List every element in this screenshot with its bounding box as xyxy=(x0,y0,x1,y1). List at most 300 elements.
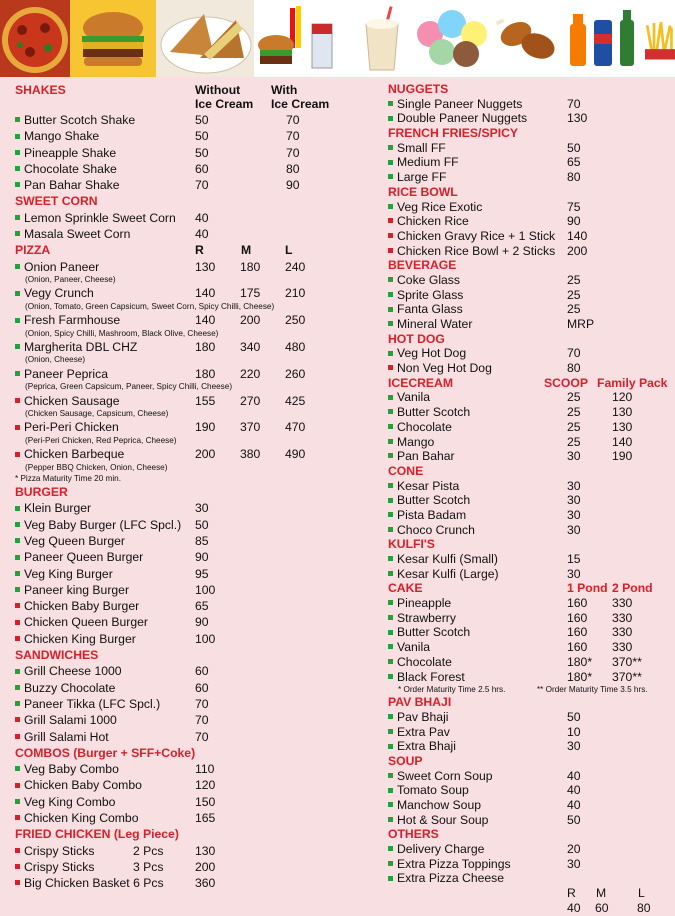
menu-item xyxy=(388,655,670,670)
price: 180 xyxy=(195,366,216,381)
item-label: Paneer Tikka (LFC Spcl.) xyxy=(24,696,161,711)
non-veg-marker-icon xyxy=(15,815,20,820)
menu-item xyxy=(388,842,670,857)
menu-item xyxy=(388,361,670,376)
column-header: Without xyxy=(195,83,241,97)
item-label: Onion Paneer xyxy=(24,259,100,274)
menu-item-name xyxy=(388,769,493,784)
price: 90 xyxy=(567,214,581,229)
price: 50 xyxy=(195,517,209,532)
veg-marker-icon xyxy=(388,802,393,807)
menu-item xyxy=(15,366,360,382)
item-ingredients: (Onion, Spicy Chilli, Mashroom, Black Olive, Cheese) xyxy=(25,328,219,338)
veg-marker-icon xyxy=(15,134,20,139)
menu-item-name xyxy=(388,317,472,332)
menu-item-name xyxy=(15,712,117,728)
section-title: FRIED CHICKEN (Leg Piece) xyxy=(15,827,179,842)
item-label: Extra Bhaji xyxy=(397,739,456,754)
menu-item xyxy=(15,843,360,859)
item-label: Chicken Baby Burger xyxy=(24,599,140,614)
veg-marker-icon xyxy=(388,321,393,326)
veg-marker-icon xyxy=(388,788,393,793)
item-label: Fanta Glass xyxy=(397,302,463,317)
item-label: Chicken Sausage xyxy=(24,393,120,408)
non-veg-marker-icon xyxy=(15,734,20,739)
veg-marker-icon xyxy=(388,145,393,150)
item-label: Veg Hot Dog xyxy=(397,346,467,361)
menu-item-name xyxy=(388,302,463,317)
item-label: Big Chicken Basket 6 Pcs xyxy=(24,876,164,891)
item-ingredients: (Peri-Peri Chicken, Red Peprica, Cheese) xyxy=(25,435,177,445)
pizza-section-header xyxy=(15,242,360,258)
price: 140 xyxy=(195,286,216,301)
veg-marker-icon xyxy=(388,527,393,532)
price: MRP xyxy=(567,317,595,331)
menu-item-name xyxy=(388,798,481,813)
menu-item-name xyxy=(388,552,498,567)
sandwiches-list xyxy=(15,663,360,744)
menu-item-name xyxy=(15,777,142,793)
menu-item xyxy=(388,449,670,464)
non-veg-marker-icon xyxy=(388,365,393,370)
price: 130 xyxy=(567,111,588,126)
shake-image xyxy=(352,0,412,77)
menu-item-name xyxy=(388,611,456,626)
price: 60 xyxy=(195,161,209,176)
menu-item xyxy=(388,420,670,435)
item-label: Vanila xyxy=(397,390,430,405)
item-label: Chicken King Burger xyxy=(24,631,136,646)
cake-note-2: ** Order Maturity Time 3.5 hrs. xyxy=(537,685,648,695)
menu-item xyxy=(15,500,360,516)
sweetcorn-section-header xyxy=(15,193,360,209)
column-header: Ice Cream xyxy=(195,97,254,111)
combo-meal-image xyxy=(254,0,352,77)
size-label: M xyxy=(596,886,607,901)
menu-item-name xyxy=(15,598,139,614)
price: 80 xyxy=(637,900,651,915)
price: 65 xyxy=(567,155,581,170)
veg-marker-icon xyxy=(15,701,20,706)
kulfi-list xyxy=(388,552,670,581)
menu-item xyxy=(388,567,670,582)
hotdog-section-header xyxy=(388,332,670,347)
price: 40 xyxy=(195,210,209,225)
menu-item xyxy=(15,777,360,793)
menu-item-name xyxy=(15,582,129,598)
menu-item-name xyxy=(15,566,113,582)
item-label: Choco Crunch xyxy=(397,522,475,537)
menu-item xyxy=(15,312,360,328)
menu-item xyxy=(15,161,360,177)
price: 70 xyxy=(286,113,300,127)
non-veg-marker-icon xyxy=(15,717,20,722)
price: 25 xyxy=(567,302,581,317)
menu-item-name xyxy=(15,393,120,409)
menu-item xyxy=(388,302,670,317)
menu-item xyxy=(15,582,360,598)
non-veg-marker-icon xyxy=(15,783,20,788)
veg-marker-icon xyxy=(388,351,393,356)
item-label: Butter Scotch xyxy=(397,625,471,640)
menu-item-name xyxy=(15,128,99,144)
menu-item-name xyxy=(388,141,446,156)
extra-cheese-prices xyxy=(388,901,670,916)
menu-item-name xyxy=(15,210,176,226)
menu-item xyxy=(388,813,670,828)
section-title: NUGGETS xyxy=(388,82,449,96)
menu-item-name xyxy=(388,435,434,450)
price: 60 xyxy=(195,680,209,695)
price: 370** xyxy=(612,654,642,669)
menu-item xyxy=(15,177,360,193)
menu-item xyxy=(15,393,360,409)
price: 90 xyxy=(195,550,209,565)
veg-marker-icon xyxy=(388,101,393,106)
item-label: Grill Cheese 1000 xyxy=(24,664,122,679)
item-label: Large FF xyxy=(397,170,447,185)
veg-marker-icon xyxy=(388,615,393,620)
item-label: Crispy Sticks xyxy=(24,843,95,858)
friedchicken-section-header xyxy=(15,826,360,842)
menu-item-name xyxy=(388,508,466,523)
item-label: Grill Salami 1000 xyxy=(24,713,117,728)
column-header: 2 Pond xyxy=(612,581,653,596)
veg-marker-icon xyxy=(388,674,393,679)
menu-item-name xyxy=(15,259,99,275)
pavbhaji-list xyxy=(388,710,670,754)
veg-marker-icon xyxy=(15,117,20,122)
price: 425 xyxy=(285,393,306,408)
veg-marker-icon xyxy=(388,729,393,734)
kulfi-section-header xyxy=(388,537,670,552)
price: 140 xyxy=(195,313,216,328)
price: 190 xyxy=(612,449,633,464)
price: 140 xyxy=(612,434,633,449)
pizza-image xyxy=(0,0,70,77)
price: 200 xyxy=(195,859,216,874)
size-label: L xyxy=(638,886,645,901)
cake-list xyxy=(388,596,670,684)
item-label: Veg King Combo xyxy=(24,794,116,809)
item-label: Chocolate xyxy=(397,419,452,434)
veg-marker-icon xyxy=(388,600,393,605)
item-label: Chocolate Shake xyxy=(24,161,117,176)
menu-item-name xyxy=(388,783,469,798)
piece-count: 3 Pcs xyxy=(133,859,164,874)
menu-item xyxy=(388,97,670,112)
price: 370 xyxy=(240,420,261,435)
price: 60 xyxy=(195,664,209,679)
menu-item xyxy=(15,794,360,810)
section-title: PAV BHAJI xyxy=(388,695,452,710)
item-label: Chicken Rice Bowl + 2 Sticks xyxy=(397,243,556,258)
price: 220 xyxy=(240,366,261,381)
price: 250 xyxy=(285,313,306,328)
menu-item xyxy=(15,210,360,226)
item-label: Crispy Sticks xyxy=(24,859,95,874)
item-ingredients: (Onion, Cheese) xyxy=(25,355,86,365)
sweetcorn-list xyxy=(15,210,360,243)
section-title: OTHERS xyxy=(388,827,439,842)
cake-notes xyxy=(388,684,670,695)
item-ingredients: (Onion, Tomato, Green Capsicum, Sweet Corn, Spicy Chilli, Cheese) xyxy=(25,301,275,311)
veg-marker-icon xyxy=(388,714,393,719)
price: 80 xyxy=(567,361,581,376)
veg-marker-icon xyxy=(15,264,20,269)
veg-marker-icon xyxy=(388,556,393,561)
price: 70 xyxy=(286,145,300,160)
column-header: M xyxy=(241,243,252,258)
combos-list xyxy=(15,761,360,826)
menu-item xyxy=(388,508,670,523)
price: 25 xyxy=(567,405,581,420)
section-title: COMBOS (Burger + SFF+Coke) xyxy=(15,745,196,760)
shakes-section-header xyxy=(15,82,360,112)
burger-image xyxy=(70,0,156,77)
non-veg-marker-icon xyxy=(15,398,20,403)
price: 240 xyxy=(285,259,306,274)
item-label: Paneer Queen Burger xyxy=(24,550,144,565)
veg-marker-icon xyxy=(388,160,393,165)
veg-marker-icon xyxy=(388,512,393,517)
item-label: Chicken Baby Combo xyxy=(24,778,142,793)
column-header: Ice Cream xyxy=(271,97,330,111)
veg-marker-icon xyxy=(388,395,393,400)
beverage-list xyxy=(388,273,670,332)
veg-marker-icon xyxy=(388,277,393,282)
section-title: FRENCH FRIES/SPICY xyxy=(388,126,519,141)
column-header: 1 Pond xyxy=(567,581,608,596)
item-label: Chicken Gravy Rice + 1 Stick xyxy=(397,228,556,243)
price: 370** xyxy=(612,669,642,684)
price: 30 xyxy=(567,478,581,493)
menu-item-name xyxy=(15,145,116,161)
menu-item xyxy=(388,435,670,450)
soup-section-header xyxy=(388,754,670,769)
price: 40 xyxy=(567,900,581,915)
price: 10 xyxy=(567,724,581,739)
menu-item-name xyxy=(15,285,94,301)
veg-marker-icon xyxy=(15,291,20,296)
non-veg-marker-icon xyxy=(15,603,20,608)
item-label: Pan Bahar Shake xyxy=(24,178,120,193)
item-label: Buzzy Chocolate xyxy=(24,680,116,695)
menu-item-name xyxy=(15,533,125,549)
veg-marker-icon xyxy=(388,409,393,414)
veg-marker-icon xyxy=(15,231,20,236)
item-label: Pav Bhaji xyxy=(397,709,449,724)
menu-item xyxy=(388,725,670,740)
fries-list xyxy=(388,141,670,185)
veg-marker-icon xyxy=(15,538,20,543)
veg-marker-icon xyxy=(15,669,20,674)
column-header: Family Pack xyxy=(597,375,668,390)
menu-item-name xyxy=(388,567,499,582)
price: 360 xyxy=(195,876,216,891)
non-veg-marker-icon xyxy=(388,248,393,253)
item-label: Sweet Corn Soup xyxy=(397,768,493,783)
price: 60 xyxy=(595,900,609,915)
menu-item-name xyxy=(388,523,475,538)
menu-item-name xyxy=(388,244,555,259)
veg-marker-icon xyxy=(388,292,393,297)
section-title: RICE BOWL xyxy=(388,184,458,199)
item-label: Pineapple xyxy=(397,596,452,611)
menu-item-name xyxy=(15,446,124,462)
ricebowl-list xyxy=(388,200,670,259)
friedchicken-list xyxy=(15,843,360,892)
nuggets-list xyxy=(388,97,670,126)
item-label: Vegy Crunch xyxy=(24,286,94,301)
veg-marker-icon xyxy=(15,766,20,771)
veg-marker-icon xyxy=(15,215,20,220)
price: 330 xyxy=(612,640,633,655)
menu-item-name xyxy=(388,420,452,435)
menu-item-name xyxy=(388,273,460,288)
price: 340 xyxy=(240,340,261,355)
menu-item-name xyxy=(388,170,446,185)
menu-item xyxy=(15,761,360,777)
price: 160 xyxy=(567,610,588,625)
section-title: CAKE xyxy=(388,581,423,596)
item-label: Pan Bahar xyxy=(397,449,455,464)
menu-item xyxy=(388,523,670,538)
menu-item-name xyxy=(388,640,430,655)
price: 50 xyxy=(567,709,581,724)
menu-item xyxy=(388,141,670,156)
item-label: Extra Pav xyxy=(397,724,450,739)
veg-marker-icon xyxy=(388,876,393,881)
menu-item-name xyxy=(15,794,115,810)
menu-item-name xyxy=(15,366,108,382)
veg-marker-icon xyxy=(15,150,20,155)
price: 25 xyxy=(567,272,581,287)
item-label: Chicken Queen Burger xyxy=(24,615,148,630)
price: 110 xyxy=(195,762,215,777)
item-label: Strawberry xyxy=(397,610,456,625)
french-fries-image xyxy=(645,0,675,77)
veg-marker-icon xyxy=(388,204,393,209)
price: 70 xyxy=(195,178,209,193)
price: 30 xyxy=(567,856,581,871)
shakes-list xyxy=(15,112,360,193)
price: 200 xyxy=(240,313,261,328)
price: 50 xyxy=(195,145,209,160)
menu-item xyxy=(15,712,360,728)
price: 155 xyxy=(195,393,216,408)
section-title: CONE xyxy=(388,463,424,478)
menu-item xyxy=(15,285,360,301)
non-veg-marker-icon xyxy=(15,636,20,641)
section-title: SANDWICHES xyxy=(15,648,99,663)
menu-item xyxy=(388,739,670,754)
veg-marker-icon xyxy=(15,182,20,187)
menu-item xyxy=(388,857,670,872)
non-veg-marker-icon xyxy=(388,233,393,238)
price: 100 xyxy=(195,582,216,597)
menu-item-name xyxy=(388,857,511,872)
price: 25 xyxy=(567,434,581,449)
veg-marker-icon xyxy=(388,174,393,179)
price: 130 xyxy=(195,843,216,858)
item-label: Double Paneer Nuggets xyxy=(397,111,528,126)
menu-item xyxy=(15,517,360,533)
item-label: Veg King Burger xyxy=(24,566,113,581)
price: 30 xyxy=(567,507,581,522)
price: 70 xyxy=(195,696,209,711)
menu-item-name xyxy=(388,670,465,685)
item-ingredients: (Chicken Sausage, Capsicum, Cheese) xyxy=(25,408,169,418)
veg-marker-icon xyxy=(15,166,20,171)
item-label: Kesar Kulfi (Large) xyxy=(397,566,499,581)
menu-item-name xyxy=(15,177,120,193)
column-header: With xyxy=(271,83,298,97)
price: 50 xyxy=(195,113,209,127)
item-label: Veg Rice Exotic xyxy=(397,199,483,214)
menu-item-name xyxy=(15,161,117,177)
menu-item-name xyxy=(388,346,466,361)
menu-item-name xyxy=(388,625,470,640)
section-title: HOT DOG xyxy=(388,331,445,346)
menu-item xyxy=(15,729,360,745)
non-veg-marker-icon xyxy=(15,864,20,869)
veg-marker-icon xyxy=(15,799,20,804)
menu-item xyxy=(388,273,670,288)
price: 80 xyxy=(567,170,581,185)
cone-section-header xyxy=(388,464,670,479)
item-label: Kesar Kulfi (Small) xyxy=(397,552,498,566)
menu-item-name xyxy=(388,155,459,170)
price: 70 xyxy=(567,96,581,111)
menu-item xyxy=(388,244,670,259)
non-veg-marker-icon xyxy=(15,880,20,885)
menu-item xyxy=(15,145,360,161)
price: 30 xyxy=(195,501,209,516)
icecream-section-header xyxy=(388,376,670,391)
menu-item xyxy=(15,128,360,144)
price: 160 xyxy=(567,596,588,611)
price: 330 xyxy=(612,610,633,625)
price: 200 xyxy=(567,243,588,258)
item-label: Margherita DBL CHZ xyxy=(24,340,138,355)
menu-item xyxy=(388,640,670,655)
column-header: SCOOP xyxy=(544,375,589,390)
price: 470 xyxy=(285,420,306,435)
veg-marker-icon xyxy=(15,685,20,690)
non-veg-marker-icon xyxy=(388,218,393,223)
menu-item xyxy=(15,259,360,275)
menu-item xyxy=(15,859,360,875)
menu-item xyxy=(15,663,360,679)
price: 490 xyxy=(285,447,306,462)
item-label: Extra Pizza Toppings xyxy=(397,856,511,871)
menu-item xyxy=(388,710,670,725)
item-label: Single Paneer Nuggets xyxy=(397,96,523,111)
item-label: Masala Sweet Corn xyxy=(24,227,131,242)
item-label: Pineapple Shake xyxy=(24,145,117,160)
menu-item-name xyxy=(15,843,94,859)
menu-item xyxy=(388,317,670,332)
menu-item-name xyxy=(15,680,115,696)
menu-item xyxy=(15,566,360,582)
beverage-section-header xyxy=(388,258,670,273)
icecream-image xyxy=(412,0,492,77)
menu-item xyxy=(388,214,670,229)
menu-item-name xyxy=(388,229,555,244)
item-label: Tomato Soup xyxy=(397,783,469,798)
price: 25 xyxy=(567,287,581,302)
